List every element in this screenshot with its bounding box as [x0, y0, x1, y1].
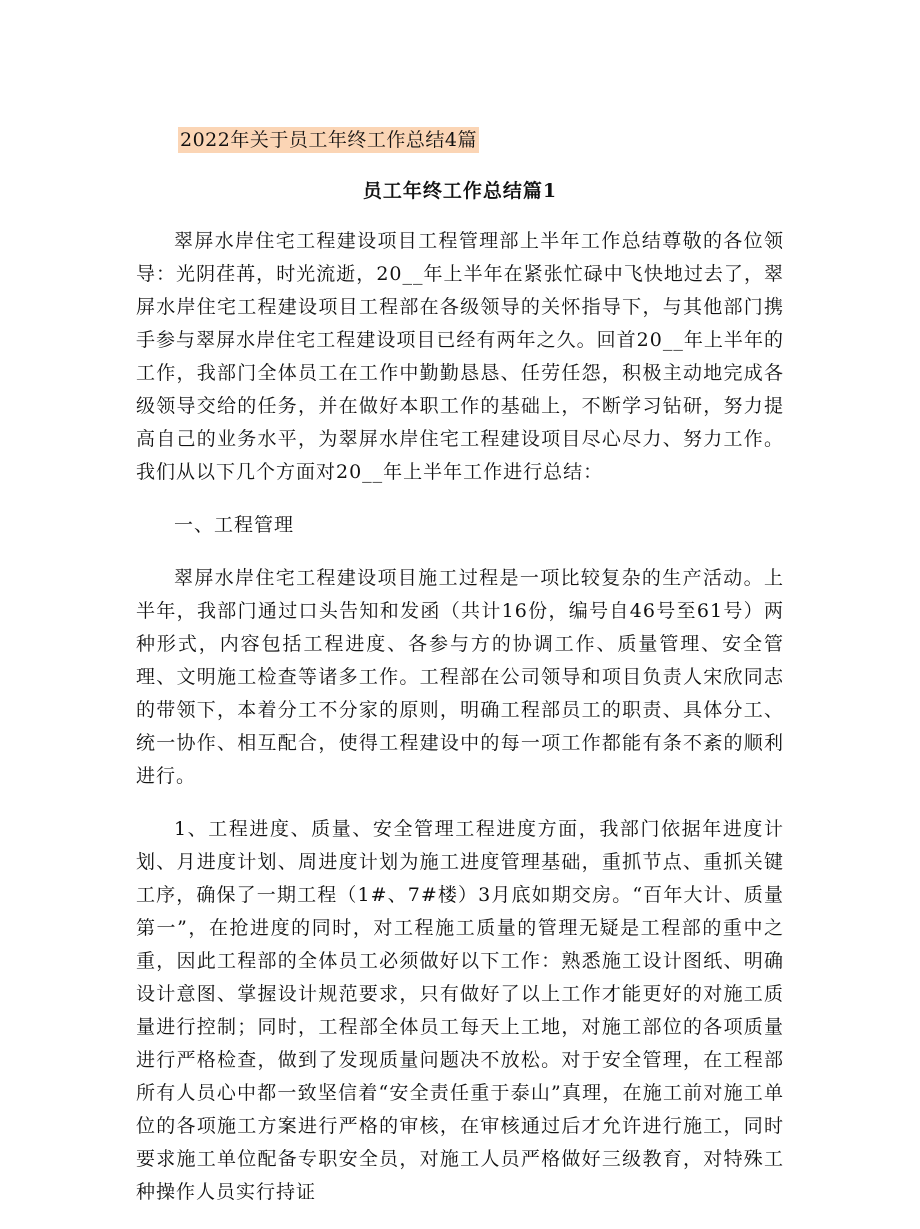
paragraph-engineering-process: 翠屏水岸住宅工程建设项目施工过程是一项比较复杂的生产活动。上半年，我部门通过口头告知和发函（共计16份，编号自46号至61号）两种形式，内容包括工程进度、各参与方的协调工作、质量管理、安全管理、文明施工检查等诸多工作。工程部在公司领导和项目负责人宋欣同志的带领下，本着分工不分家的原则，明确工程部员工的职责、具体分工、统一协作、相互配合，使得工程建设中的每一项工作都能有条不紊的顺利进行。 [136, 567, 784, 787]
document-title: 2022年关于员工年终工作总结4篇 [180, 129, 477, 151]
section-title: 员工年终工作总结篇1 [362, 180, 558, 202]
document-body [136, 225, 784, 1229]
subheading-engineering-management: 一、工程管理 [174, 514, 295, 536]
paragraph-progress-quality-safety: 1、工程进度、质量、安全管理工程进度方面，我部门依据年进度计划、月进度计划、周进度计划为施工进度管理基础，重抓节点、重抓关键工序，确保了一期工程（1#、7#楼）3月底如期交房。“百年大计、质量第一”，在抢进度的同时，对工程施工质量的管理无疑是工程部的重中之重，因此工程部的全体员工必须做好以下工作：熟悉施工设计图纸、明确设计意图、掌握设计规范要求，只有做好了以上工作才能更好的对施工质量进行控制；同时，工程部全体员工每天上工地，对施工部位的各项质量进行严格检查，做到了发现质量问题决不放松。对于安全管理，在工程部所有人员心中都一致坚信着“安全责任重于泰山”真理，在施工前对施工单位的各项施工方案进行严格的审核，在审核通过后才允许进行施工，同时要求施工单位配备专职安全员，对施工人员严格做好三级教育，对特殊工种操作人员实行持证 [136, 818, 784, 1203]
paragraph-intro: 翠屏水岸住宅工程建设项目工程管理部上半年工作总结尊敬的各位领导：光阴荏苒，时光流逝，20__年上半年在紧张忙碌中飞快地过去了，翠屏水岸住宅工程建设项目工程部在各级领导的关怀指导下，与其他部门携手参与翠屏水岸住宅工程建设项目已经有两年之久。回首20__年上半年的工作，我部门全体员工在工作中勤勤恳恳、任劳任怨，积极主动地完成各级领导交给的任务，并在做好本职工作的基础上，不断学习钻研，努力提高自己的业务水平，为翠屏水岸住宅工程建设项目尽心尽力、努力工作。我们从以下几个方面对20__年上半年工作进行总结： [136, 230, 784, 483]
